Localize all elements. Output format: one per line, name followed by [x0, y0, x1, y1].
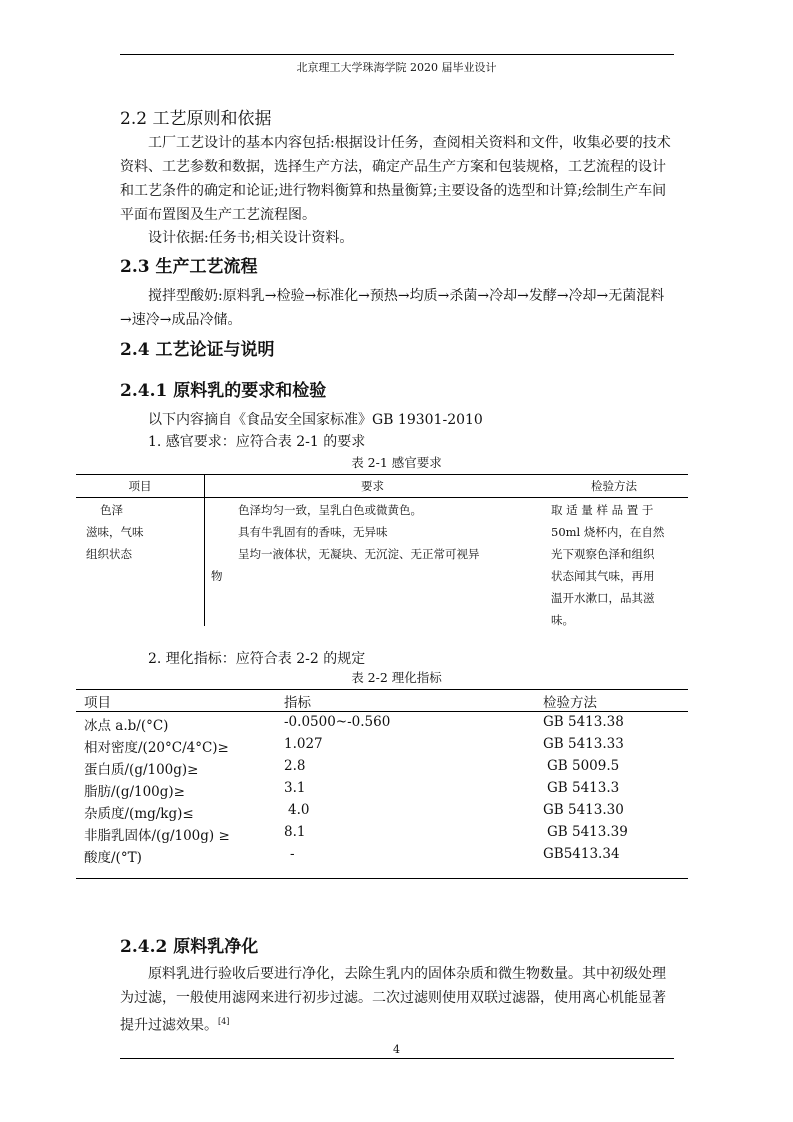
section-2-2-basis: 设计依据:任务书;相关设计资料。 [148, 230, 354, 246]
table-2-2-cell-method: GB 5413.38 [543, 714, 624, 730]
table-2-2-header-method: 检验方法 [543, 695, 597, 711]
table-2-1-requirement-color: 色泽均匀一致，呈乳白色或微黄色。 [238, 503, 422, 517]
table-2-1-requirement-texture: 呈均一液体状，无凝块、无沉淀、无正常可视异 [238, 547, 480, 561]
table-2-2-cell-method: GB 5413.39 [547, 824, 628, 840]
table-2-1-method-line: 状态闻其气味，再用 [551, 569, 655, 583]
table-2-2-cell-value: 2.8 [284, 758, 306, 774]
table-2-1-item-color: 色泽 [100, 503, 123, 517]
table-2-2-cell-value: -0.0500~-0.560 [284, 714, 391, 730]
table-2-2-cell-item: 蛋白质/(g/100g)≥ [84, 762, 199, 778]
table-2-1-method-line: 50ml 烧杯内，在自然 [551, 525, 665, 539]
section-2-4-1-item2: 2. 理化指标：应符合表 2-2 的规定 [148, 651, 366, 667]
table-2-2-cell-item: 酸度/(°T) [84, 850, 142, 866]
table-2-2-cell-method: GB 5413.3 [547, 780, 620, 796]
page-number: 4 [393, 1043, 400, 1056]
table-2-2-caption: 表 2-2 理化指标 [351, 670, 442, 685]
table-2-2-cell-value: 4.0 [288, 802, 310, 818]
table-2-2-cell-method: GB 5009.5 [547, 758, 620, 774]
section-2-2-paragraph: 工厂工艺设计的基本内容包括:根据设计任务，查阅相关资料和文件，收集必要的技术资料、工艺参数和数据，选择生产方法，确定产品生产方案和包装规格，工艺流程的设计和工艺条件的确定和论证;进行物料衡算和热量衡算;主要设备的选型和计算;绘制生产车间平面布置图及生产工艺流程图。 [120, 135, 671, 223]
table-2-1-method-line: 温开水漱口，品其滋 [551, 591, 655, 605]
table-2-2-cell-item: 相对密度/(20°C/4°C)≥ [84, 740, 229, 756]
table-2-1-requirement-texture-cont: 物 [211, 569, 223, 583]
section-2-4-2-paragraph: 原料乳进行验收后要进行净化，去除生乳内的固体杂质和微生物数量。其中初级处理为过滤，一般使用滤网来进行初步过滤。二次过滤则使用双联过滤器，使用离心机能显著提升过滤效果。[4] [120, 966, 666, 1034]
table-2-2-top-rule [76, 689, 688, 690]
table-2-1-item-taste: 滋味，气味 [86, 525, 144, 539]
table-2-1-header-rule [76, 497, 688, 498]
table-2-2-cell-item: 非脂乳固体/(g/100g) ≥ [84, 828, 230, 844]
table-2-2-cell-method: GB 5413.30 [543, 802, 624, 818]
table-2-2-cell-value: 8.1 [284, 824, 306, 840]
table-2-2-cell-method: GB 5413.33 [543, 736, 624, 752]
table-2-2-header-rule [76, 711, 688, 712]
table-2-1-requirement-taste: 具有牛乳固有的香味，无异味 [238, 525, 388, 539]
footer-rule [120, 1058, 674, 1059]
table-2-1-column-divider [204, 474, 205, 626]
section-2-3-title: 2.3 生产工艺流程 [120, 257, 258, 277]
citation-ref: [4] [218, 1017, 230, 1026]
section-2-3-paragraph: 搅拌型酸奶:原料乳→检验→标准化→预热→均质→杀菌→冷却→发酵→冷却→无菌混料→速冷→成品冷储。 [120, 288, 665, 328]
section-2-4-1-intro: 以下内容摘自《食品安全国家标准》GB 19301-2010 [148, 412, 483, 428]
table-2-1-header-method: 检验方法 [591, 479, 637, 493]
table-2-2-cell-item: 冰点 a.b/(°C) [84, 718, 169, 734]
table-2-2-cell-value: - [290, 846, 295, 862]
table-2-2-bottom-rule [76, 878, 688, 879]
header-rule [120, 54, 674, 55]
table-2-2-cell-item: 脂肪/(g/100g)≥ [84, 784, 185, 800]
table-2-1-method-line: 取 适 量 样 品 置 于 [551, 503, 654, 517]
section-2-4-1-title: 2.4.1 原料乳的要求和检验 [120, 381, 327, 401]
table-2-2-cell-value: 3.1 [284, 780, 306, 796]
table-2-2-cell-method: GB5413.34 [543, 846, 620, 862]
table-2-2-cell-value: 1.027 [284, 736, 323, 752]
section-2-4-1-item1: 1. 感官要求：应符合表 2-1 的要求 [148, 434, 366, 450]
section-2-2-title: 2.2 工艺原则和依据 [120, 109, 272, 129]
table-2-1-item-texture: 组织状态 [86, 547, 132, 561]
section-2-4-title: 2.4 工艺论证与说明 [120, 340, 275, 360]
table-2-2-cell-item: 杂质度/(mg/kg)≤ [84, 806, 194, 822]
table-2-1-method-line: 味。 [551, 613, 574, 627]
running-header: 北京理工大学珠海学院 2020 届毕业设计 [296, 61, 497, 74]
table-2-2-header-item: 项目 [84, 695, 111, 711]
section-2-4-2-title: 2.4.2 原料乳净化 [120, 937, 259, 957]
table-2-1-header-requirement: 要求 [361, 479, 384, 493]
table-2-1-caption: 表 2-1 感官要求 [351, 455, 442, 470]
table-2-1-header-item: 项目 [128, 479, 152, 493]
table-2-1-method-line: 光下观察色泽和组织 [551, 547, 655, 561]
table-2-2-header-indicator: 指标 [284, 695, 311, 711]
